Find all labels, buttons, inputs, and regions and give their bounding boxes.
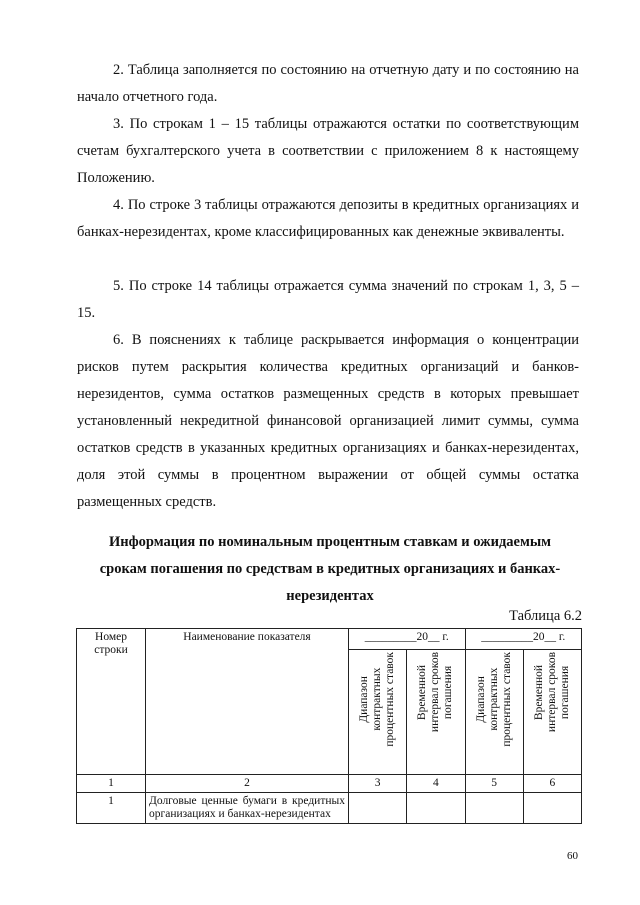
subheader-term-interval-1: Временной интервал сроков погашения [407,650,465,775]
paragraph-2: 2. Таблица заполняется по состоянию на отчетную дату и по состоянию на начало отчетного года. [77,62,579,105]
column-number: 5 [465,775,523,793]
heading-line-2: срокам погашения по средствам в кредитных организациях и банках- [99,561,561,577]
header-indicator-name: Наименование показателя [146,629,349,775]
subheader-rate-range-2: Диапазон контрактных процентных ставок [465,650,523,775]
column-number: 1 [77,775,146,793]
subheader-term-interval-2: Временной интервал сроков погашения [523,650,581,775]
header-row-number: Номер строки [77,629,146,775]
paragraph-5: 5. По строке 14 таблицы отражается сумма значений по строкам 1, 3, 5 – 15. [77,278,579,321]
header-period-1: _________20__ г. [349,629,466,650]
column-number: 4 [407,775,465,793]
paragraph-3: 3. По строкам 1 – 15 таблицы отражаются остатки по соответствующим счетам бухгалтерского учета в соответствии с приложением 8 к настоящему Положению. [77,116,579,186]
section-heading [60,529,600,610]
row-value-cell [349,793,407,824]
heading-line-1: Информация по номинальным процентным ставкам и ожидаемым [108,534,552,550]
subheader-rate-range-1: Диапазон контрактных процентных ставок [349,650,407,775]
column-number: 6 [523,775,581,793]
heading-line-3: нерезидентах [286,588,374,604]
table-header-row [77,629,582,650]
header-period-2: _________20__ г. [465,629,582,650]
column-number-row [77,775,582,793]
page-number: 60 [567,850,578,862]
row-value-cell [465,793,523,824]
row-number: 1 [77,793,146,824]
row-value-cell [407,793,465,824]
paragraph-4: 4. По строке 3 таблицы отражаются депозиты в кредитных организациях и банках-нерезидентах, кроме классифицированных как денежные эквиваленты. [77,197,579,240]
table-caption: Таблица 6.2 [509,608,582,624]
info-table [76,628,582,824]
row-value-cell [523,793,581,824]
row-indicator-name: Долговые ценные бумаги в кредитных организациях и банках-нерезидентах [146,793,349,824]
table-row [77,793,582,824]
column-number: 2 [146,775,349,793]
column-number: 3 [349,775,407,793]
paragraph-6: 6. В пояснениях к таблице раскрывается информация о концентрации рисков путем раскрытия количества кредитных организаций и банков-нерезидентов, сумма остатков размещенных средств в которых превышает установленный некредитной финансовой организацией лимит суммы, сумма остатков средств в указанных кредитных организациях и банках-нерезидентах, доля этой суммы в процентном выражении от общей суммы остатка размещенных средств. [77,332,579,510]
